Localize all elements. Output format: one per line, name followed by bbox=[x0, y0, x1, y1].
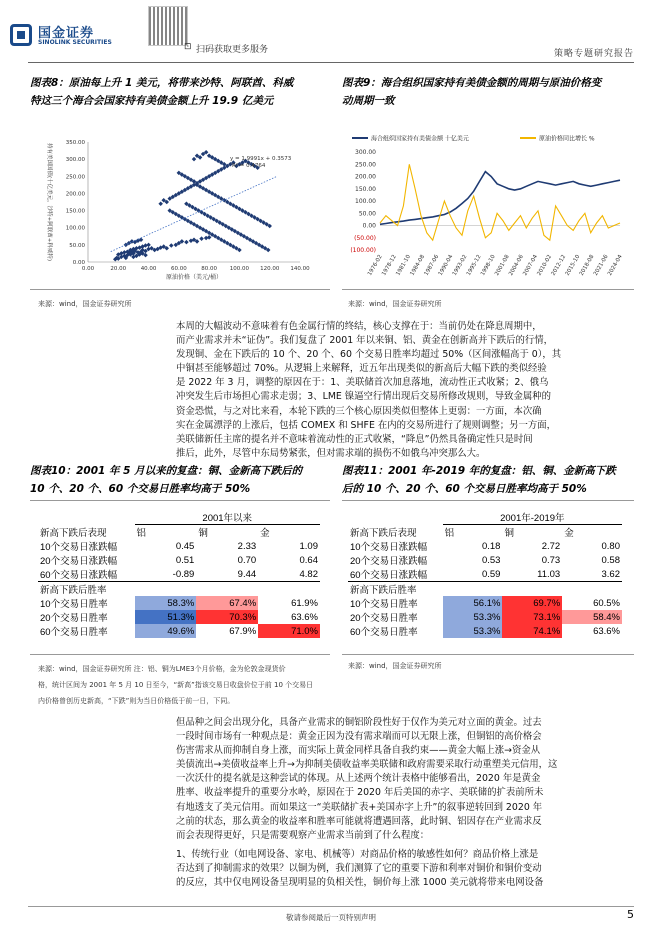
x-tick-label: 1990-04 bbox=[437, 254, 455, 277]
row-label: 60个交易日胜率 bbox=[350, 627, 418, 638]
table-cell: 0.51 bbox=[175, 554, 195, 566]
y-tick-label: 100.00 bbox=[65, 225, 85, 232]
body-line: 推后，此外，尽管中东局势紧张，但对需求端的损伤不如俄乌冲突那么大。 bbox=[176, 447, 486, 459]
table-cell: 60.5% bbox=[593, 597, 620, 609]
table-section-label: 新高下跌后表现 bbox=[40, 527, 107, 539]
table-cell: 53.3% bbox=[456, 610, 502, 624]
table-cell bbox=[196, 624, 210, 638]
body-line: 冲突发生后市场担心需求走弱；3、LME 镍逼空行情出现后交易所修改规则，导致金属种的 bbox=[176, 391, 552, 403]
table-cell bbox=[258, 596, 272, 610]
x-tick-label: 2015-10 bbox=[564, 254, 582, 277]
table-row bbox=[348, 510, 622, 525]
table-cell: 58.3% bbox=[148, 596, 196, 610]
fig9-divider bbox=[342, 289, 634, 290]
table-cell: 51.3% bbox=[148, 610, 196, 624]
body-line: 1、传统行业（如电网设备、家电、机械等）对商品价格的敏感性如何？商品价格上涨是 bbox=[176, 849, 539, 860]
table-cell bbox=[502, 567, 516, 582]
table-row bbox=[348, 567, 622, 582]
table-cell: 0.64 bbox=[299, 554, 318, 566]
body-line: 而会表现得更好，只是需要观察产业需求当前到了什么程度： bbox=[176, 829, 430, 841]
table-cell: 63.6% bbox=[291, 611, 318, 623]
table-period: 2001年以来 bbox=[135, 510, 321, 525]
table-cell: 74.1% bbox=[516, 624, 562, 638]
x-tick-label: 2010-02 bbox=[536, 254, 554, 277]
metal-header: 金 bbox=[260, 528, 270, 539]
table-cell: 3.62 bbox=[601, 568, 620, 580]
table-cell bbox=[443, 610, 457, 624]
table-cell: 53.3% bbox=[456, 624, 502, 638]
x-tick-label: 1993-02 bbox=[451, 254, 469, 277]
fig11-source: 来源：wind，国金证券研究所 bbox=[348, 662, 442, 670]
body-line: 资金恐慌，与之对比来看，本轮下跌的三个核心原因类似但整体上更弱：一方面，本次确 bbox=[176, 405, 542, 417]
table-cell: 0.70 bbox=[237, 554, 257, 566]
row-label: 20个交易日胜率 bbox=[350, 613, 418, 624]
metal-header: 铜 bbox=[504, 528, 514, 539]
fig10-bottom-divider bbox=[30, 654, 330, 655]
scatter-point bbox=[207, 235, 212, 240]
table-period: 2001年-2019年 bbox=[443, 510, 622, 525]
table-cell bbox=[516, 525, 562, 540]
table-cell bbox=[502, 610, 516, 624]
table-cell bbox=[135, 567, 149, 582]
row-label: 10个交易日涨跌幅 bbox=[40, 542, 118, 553]
x-tick-label: 2001-08 bbox=[494, 254, 511, 277]
x-tick-label: 40.00 bbox=[140, 266, 157, 272]
table-row bbox=[348, 582, 622, 597]
table-row bbox=[38, 582, 320, 597]
fig9-line-chart bbox=[342, 130, 634, 290]
row-label: 20个交易日涨跌幅 bbox=[40, 556, 118, 567]
table-cell bbox=[502, 596, 516, 610]
table-cell: 11.03 bbox=[537, 568, 561, 580]
table-cell: 1.09 bbox=[299, 540, 318, 552]
x-tick-label: 2007-04 bbox=[522, 254, 540, 277]
trend-equation: y = 1.9991x + 0.3573 bbox=[230, 156, 292, 162]
table-row bbox=[348, 624, 622, 638]
body-line: 之前的状态，那么黄金的收益率和胜率可能就将遭遇回落，此时铜、铝因存在产业需求反 bbox=[176, 815, 542, 827]
table-cell: 0.45 bbox=[175, 540, 195, 552]
y-tick-label: 0.00 bbox=[362, 222, 376, 230]
body-line: 美债流出→美债收益率上升→为抑制美债收益率美联储和政府需要采取行动重塑美元信用，这 bbox=[176, 759, 558, 771]
y-tick-label: 50.00 bbox=[69, 242, 85, 249]
y-tick-label: 300.00 bbox=[355, 149, 376, 156]
body-line: 但品种之间会出现分化，具备产业需求的铜铝阶段性好于仅作为美元对立面的黄金。过去 bbox=[176, 717, 542, 728]
scan-icon: ⊡ bbox=[184, 42, 192, 52]
fig9-source: 来源：wind，国金证券研究所 bbox=[348, 300, 442, 308]
table-cell: 0.53 bbox=[481, 554, 501, 566]
table-cell bbox=[562, 567, 576, 582]
y-tick-label: 300.00 bbox=[65, 157, 85, 164]
table-section-label: 新高下跌后胜率 bbox=[38, 582, 135, 597]
body-line: 有地透支了美元信用。而如果这一“美联储扩表+美国赤字上升”的叙事逆转回到 2020 年 bbox=[176, 801, 543, 813]
qr-code[interactable] bbox=[148, 6, 188, 46]
table-cell: 67.4% bbox=[210, 596, 258, 610]
body-paragraph-2 bbox=[176, 716, 634, 843]
table-cell bbox=[443, 539, 457, 553]
body-paragraph-3 bbox=[176, 848, 634, 890]
table-cell bbox=[38, 510, 135, 525]
fig9-title bbox=[342, 74, 642, 110]
table-cell bbox=[443, 567, 457, 582]
y-tick-label: 200.00 bbox=[65, 191, 85, 198]
x-tick-label: 120.00 bbox=[260, 266, 280, 272]
fig8-title-line1: 图表8：原油每上升 1 美元，将带来沙特、阿联酋、科威 bbox=[30, 77, 294, 89]
y-tick-label: 150.00 bbox=[355, 185, 376, 193]
scatter-point bbox=[192, 157, 197, 162]
fig10-title bbox=[30, 462, 330, 498]
table-row bbox=[38, 510, 320, 525]
table-row bbox=[38, 624, 320, 638]
body-line: 伤害需求从而抑制自身上涨，而实际上黄金同样具备自我约束——黄金大幅上涨→资金从 bbox=[176, 745, 541, 757]
table-cell bbox=[258, 624, 272, 638]
table-cell: 71.0% bbox=[272, 624, 320, 638]
table-row bbox=[348, 610, 622, 624]
body-line: 胜率、收益率提升的重要分水岭，原因在于 2020 年后美国的赤字、美联储的扩表前所未 bbox=[176, 787, 544, 799]
table-cell: 2.72 bbox=[541, 540, 561, 552]
fig10-source-line1: 来源：wind，国金证券研究所 注：铝、铜为LME3个月价格，金为伦敦金现货价 bbox=[38, 665, 286, 673]
fig10-source-line2: 格，统计区间为 2001 年 5 月 10 日至今，“新高”指该交易日收盘价位于前 10 个交易日 bbox=[38, 681, 314, 689]
row-label: 20个交易日涨跌幅 bbox=[350, 556, 428, 567]
body-line: 实在金属漂浮的上涨后，包括 COMEX 和 SHFE 在内的交易所进行了规则调整；另一方面， bbox=[176, 419, 556, 431]
table-cell bbox=[576, 525, 622, 540]
table-cell bbox=[443, 624, 457, 638]
table-cell bbox=[562, 539, 576, 553]
scatter-point bbox=[158, 201, 163, 206]
fig8-source: 来源：wind，国金证券研究所 bbox=[38, 300, 132, 308]
table-cell: 56.1% bbox=[456, 596, 502, 610]
table-cell: 0.80 bbox=[601, 540, 620, 552]
table-cell: 9.44 bbox=[237, 568, 257, 580]
table-cell bbox=[562, 624, 576, 638]
x-tick-label: 100.00 bbox=[229, 266, 250, 272]
y-tick-label: 0.00 bbox=[72, 260, 85, 266]
fig10-source bbox=[38, 661, 328, 709]
table-cell bbox=[210, 525, 258, 540]
table-section-label: 新高下跌后表现 bbox=[350, 527, 417, 539]
table-cell bbox=[258, 539, 272, 553]
y-tick-label: (100.00) bbox=[350, 247, 376, 254]
x-tick-label: 1998-10 bbox=[479, 254, 497, 277]
row-label: 60个交易日胜率 bbox=[40, 627, 108, 638]
table-cell: 0.73 bbox=[541, 554, 561, 566]
legend-label: 原油价格同比增长 % bbox=[539, 135, 595, 143]
body-line: 的反应，其中仅电网设备呈现明显的负相关性，铜价每上涨 1000 美元就将带来电网设备 bbox=[176, 877, 544, 889]
footer-divider bbox=[28, 906, 634, 907]
table-cell: 0.58 bbox=[601, 554, 620, 566]
table-cell bbox=[258, 610, 272, 624]
table-cell: 69.7% bbox=[516, 596, 562, 610]
table-row bbox=[38, 539, 320, 553]
body-line: 美联储新任主席的提名并不意味着流动性的正式收紧，“降息”仍然具备确定性只是时间 bbox=[176, 433, 533, 445]
x-tick-label: 2004-06 bbox=[508, 254, 525, 277]
row-label: 60个交易日涨跌幅 bbox=[350, 570, 428, 581]
x-tick-label: 80.00 bbox=[201, 266, 218, 272]
table-cell: 58.4% bbox=[576, 610, 622, 624]
x-tick-label: 1978-12 bbox=[381, 254, 398, 277]
table-section-label: 新高下跌后胜率 bbox=[348, 582, 443, 597]
logo-en-text: SINOLINK SECURITIES bbox=[38, 39, 112, 46]
body-line: 本周的大幅波动不意味着有色金属行情的终结，核心支撑在于：当前仍处在降息周期中， bbox=[176, 321, 542, 332]
fig9-title-line1: 图表9：海合组织国家持有美债金额的周期与原油价格变 bbox=[342, 77, 602, 89]
row-label: 10个交易日涨跌幅 bbox=[350, 542, 428, 553]
table-cell bbox=[502, 539, 516, 553]
fig10-table bbox=[38, 510, 320, 638]
qr-caption: 扫码获取更多服务 bbox=[196, 45, 269, 55]
x-tick-label: 2018-08 bbox=[578, 254, 596, 277]
metal-header: 铜 bbox=[198, 528, 208, 539]
body-line: 中铜甚至能够超过 70%。从逻辑上来解释，近五年出现类似的新高后大幅下跌的类似经验 bbox=[176, 363, 547, 375]
table-cell: 61.9% bbox=[291, 597, 318, 609]
x-tick-label: 2024-04 bbox=[607, 254, 624, 277]
y-tick-label: 50.00 bbox=[358, 210, 376, 218]
x-tick-label: 1995-12 bbox=[465, 254, 483, 277]
table-cell bbox=[258, 553, 272, 567]
table-cell bbox=[562, 553, 576, 567]
scatter-point bbox=[199, 236, 204, 241]
table-cell bbox=[502, 624, 516, 638]
fig10-title-line2: 10 个、20 个、60 个交易日胜率均高于 50% bbox=[30, 483, 251, 495]
table-cell: 70.3% bbox=[210, 610, 258, 624]
fig8-scatter-chart bbox=[30, 130, 330, 290]
table-cell: 2.33 bbox=[237, 540, 257, 552]
x-axis-label: 原油价格（美元/桶） bbox=[165, 274, 223, 281]
fig10-source-line3: 内价格曾创历史新高，“下跌”则为当日价格低于前一日，下同。 bbox=[38, 697, 235, 705]
table-cell bbox=[135, 539, 149, 553]
x-tick-label: 1981-10 bbox=[395, 254, 412, 277]
x-tick-label: 2012-12 bbox=[550, 254, 568, 277]
table-cell bbox=[196, 553, 210, 567]
table-cell bbox=[135, 610, 149, 624]
table-row bbox=[348, 553, 622, 567]
table-cell bbox=[562, 610, 576, 624]
table-cell bbox=[135, 582, 321, 597]
y-tick-label: 200.00 bbox=[355, 173, 376, 181]
series-oil-yoy-line bbox=[380, 164, 620, 240]
table-cell bbox=[443, 596, 457, 610]
x-tick-label: 1976-02 bbox=[367, 254, 384, 277]
table-cell bbox=[258, 567, 272, 582]
metal-header: 铝 bbox=[444, 528, 455, 539]
table-cell: 67.9% bbox=[229, 625, 257, 637]
table-cell: 4.82 bbox=[299, 568, 318, 580]
y-tick-label: 100.00 bbox=[355, 198, 376, 205]
table-cell bbox=[196, 596, 210, 610]
y-tick-label: (50.00) bbox=[354, 234, 376, 242]
table-cell: 49.6% bbox=[148, 624, 196, 638]
x-tick-label: 60.00 bbox=[170, 266, 187, 272]
x-tick-label: 20.00 bbox=[110, 266, 127, 272]
fig10-top-divider bbox=[30, 500, 330, 501]
y-tick-label: 150.00 bbox=[65, 208, 85, 215]
document-type: 策略专题研究报告 bbox=[553, 49, 634, 59]
body-paragraph-1 bbox=[176, 320, 634, 461]
table-cell bbox=[135, 624, 149, 638]
fig10-title-line1: 图表10：2001 年 5 月以来的复盘：铜、金新高下跌后的 bbox=[30, 465, 303, 477]
company-logo bbox=[10, 22, 130, 52]
header-divider bbox=[28, 62, 634, 63]
body-line: 而产业需求并未“证伪”。我们复盘了 2001 年以来铜、铝、黄金在创新高并下跌后的行情， bbox=[176, 335, 554, 347]
metal-header: 金 bbox=[564, 528, 574, 539]
logo-cn-text: 国金证券 bbox=[38, 26, 95, 41]
body-line: 一次沃什的提名就是这种尝试的体现。从上述两个统计表格中能够看出，2020 年是黄金 bbox=[176, 773, 541, 785]
fig9-title-line2: 动周期一致 bbox=[342, 95, 395, 107]
y-tick-label: 250.00 bbox=[355, 161, 376, 169]
x-tick-label: 2021-06 bbox=[592, 254, 610, 277]
table-cell bbox=[456, 525, 502, 540]
body-line: 否达到了抑制需求的效果？以铜为例，我们测算了它的重要下游和利率对铜价和铜价变动 bbox=[176, 863, 542, 875]
table-cell bbox=[348, 510, 443, 525]
table-cell: 0.18 bbox=[481, 540, 501, 552]
table-cell: 0.59 bbox=[481, 568, 501, 580]
fig8-divider bbox=[30, 289, 330, 290]
table-row bbox=[348, 525, 622, 540]
body-line: 是 2022 年 3 月，调整的原因在于：1、美联储首次加息落地，流动性正式收紧；2、俄乌 bbox=[176, 377, 549, 389]
trend-r2: R² = 0.4764 bbox=[232, 163, 266, 169]
table-cell bbox=[196, 610, 210, 624]
table-cell bbox=[443, 582, 622, 597]
footer-disclaimer: 敬请参阅最后一页特别声明 bbox=[286, 913, 376, 922]
table-cell bbox=[135, 553, 149, 567]
table-row bbox=[38, 610, 320, 624]
x-tick-label: 1984-08 bbox=[409, 254, 427, 277]
table-row bbox=[348, 539, 622, 553]
page-number: 5 bbox=[627, 908, 634, 921]
scatter-point bbox=[169, 243, 174, 248]
table-cell bbox=[502, 553, 516, 567]
y-axis-label: 持有美国国债(十亿美元，沙特+阿联酋+科威特) bbox=[46, 142, 52, 262]
table-cell bbox=[135, 596, 149, 610]
table-row bbox=[38, 596, 320, 610]
fig8-title-line2: 特这三个海合会国家持有美债金额上升 19.9 亿美元 bbox=[30, 95, 274, 107]
table-row bbox=[38, 567, 320, 582]
table-cell: 73.1% bbox=[516, 610, 562, 624]
y-tick-label: 250.00 bbox=[65, 174, 85, 181]
fig11-title bbox=[342, 462, 642, 498]
table-cell bbox=[148, 525, 196, 540]
table-cell bbox=[562, 596, 576, 610]
x-tick-label: 1987-06 bbox=[423, 254, 441, 277]
table-cell bbox=[272, 525, 320, 540]
x-tick-label: 0.00 bbox=[81, 266, 95, 272]
row-label: 20个交易日胜率 bbox=[40, 613, 108, 624]
table-cell bbox=[196, 539, 210, 553]
x-tick-label: 140.00 bbox=[290, 266, 310, 272]
fig11-title-line2: 后的 10 个、20 个、60 个交易日胜率均高于 50% bbox=[342, 483, 587, 495]
body-line: 一段时间市场有一种观点是：黄金正因为没有需求端而可以无限上涨，但铜铝的高价格会 bbox=[176, 731, 542, 743]
fig8-title bbox=[30, 74, 330, 110]
y-tick-label: 350.00 bbox=[65, 140, 85, 146]
table-cell bbox=[443, 553, 457, 567]
table-cell: -0.89 bbox=[172, 568, 195, 580]
row-label: 10个交易日胜率 bbox=[40, 599, 108, 610]
row-label: 60个交易日涨跌幅 bbox=[40, 570, 118, 581]
fig11-title-line1: 图表11：2001 年-2019 年的复盘：铝、铜、金新高下跌 bbox=[342, 465, 616, 477]
table-cell: 63.6% bbox=[593, 625, 620, 637]
scatter-point bbox=[146, 243, 151, 248]
table-cell bbox=[196, 567, 210, 582]
fig11-bottom-divider bbox=[342, 654, 634, 655]
scatter-point bbox=[184, 240, 189, 245]
metal-header: 铝 bbox=[136, 528, 147, 539]
row-label: 10个交易日胜率 bbox=[350, 599, 418, 610]
table-row bbox=[38, 525, 320, 540]
body-line: 发现铜、金在下跌后的 10 个、20 个、60 个交易日胜率均超过 50%（区间涨幅高于 0），其 bbox=[176, 349, 562, 361]
fig11-top-divider bbox=[342, 500, 634, 501]
fig11-table bbox=[348, 510, 622, 638]
legend-label: 海合组织国家持有美债金额 十亿美元 bbox=[371, 135, 469, 143]
logo-mark bbox=[10, 24, 32, 46]
table-row bbox=[348, 596, 622, 610]
table-row bbox=[38, 553, 320, 567]
